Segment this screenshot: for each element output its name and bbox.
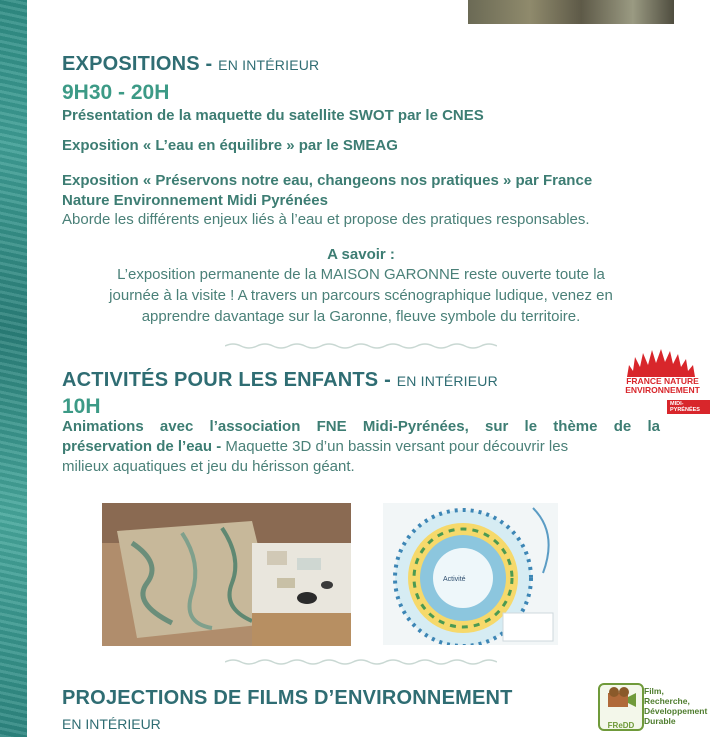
enfants-line-2-rest: Maquette 3D d’un bassin versant pour découvrir les [221, 438, 569, 455]
exposition-item-fne-line1: Exposition « Préservons notre eau, changeons nos pratiques » par France [62, 172, 593, 189]
fredd-line-2: Recherche, [644, 696, 690, 706]
fne-logo-line-2: ENVIRONNEMENT [625, 385, 700, 395]
info-title: A savoir : [327, 246, 395, 263]
enfants-line-2 [62, 438, 660, 455]
enfants-location: EN INTÉRIEUR [396, 373, 498, 389]
expositions-title: EXPOSITIONS - [62, 53, 213, 75]
fredd-line-4: Durable [644, 716, 676, 726]
wave-divider [225, 342, 497, 350]
top-photo [468, 0, 674, 24]
fredd-logo-text [644, 686, 707, 726]
fredd-mark [598, 683, 644, 731]
enfants-line-2-bold: préservation de l’eau - [62, 438, 222, 455]
game-board-label: Activité [443, 576, 466, 583]
enfants-line-3: milieux aquatiques et jeu du hérisson géant. [62, 458, 355, 475]
expositions-heading [62, 53, 319, 76]
water-decoration-strip [0, 0, 27, 737]
fne-logo [615, 347, 710, 415]
fredd-logo [598, 683, 716, 737]
projections-location: EN INTÉRIEUR [62, 716, 161, 732]
film-camera-icon [600, 685, 642, 715]
expositions-time: 9H30 - 20H [62, 81, 170, 104]
expositions-location: EN INTÉRIEUR [218, 57, 320, 73]
info-line-2: journée à la visite ! A travers un parcours scénographique ludique, venez en [109, 287, 613, 304]
exposition-item-fne-description: Aborde les différents enjeux liés à l’eau et propose des pratiques responsables. [62, 211, 590, 228]
fne-logo-text [615, 377, 710, 395]
watershed-model-photo [102, 503, 351, 646]
fredd-line-1: Film, [644, 686, 664, 696]
enfants-heading [62, 369, 498, 392]
fredd-line-3: Développement [644, 706, 708, 716]
exposition-item-fne-line2: Nature Environnement Midi Pyrénées [62, 192, 328, 209]
enfants-time: 10H [62, 395, 101, 418]
hedgehog-game-board-photo [383, 503, 558, 645]
wave-divider-2 [225, 658, 497, 666]
projections-title: PROJECTIONS DE FILMS D’ENVIRONNEMENT [62, 687, 513, 709]
info-line-3: apprendre davantage sur la Garonne, fleuve symbole du territoire. [141, 308, 581, 325]
hedgehog-icon [615, 347, 710, 379]
info-line-1: L’exposition permanente de la MAISON GARONNE reste ouverte toute la [117, 266, 605, 283]
fredd-mark-text: FReDD [607, 721, 635, 730]
exposition-item-smeag: Exposition « L’eau en équilibre » par le SMEAG [62, 137, 398, 154]
exposition-item-swot: Présentation de la maquette du satellite SWOT par le CNES [62, 107, 484, 124]
fne-logo-badge: MIDI-PYRÉNÉES [667, 400, 710, 414]
enfants-title: ACTIVITÉS POUR LES ENFANTS - [62, 369, 391, 391]
fne-logo-line-1: FRANCE NATURE [626, 376, 699, 386]
enfants-line-1: Animations avec l’association FNE Midi-Pyrénées, sur le thème de la [62, 418, 660, 435]
